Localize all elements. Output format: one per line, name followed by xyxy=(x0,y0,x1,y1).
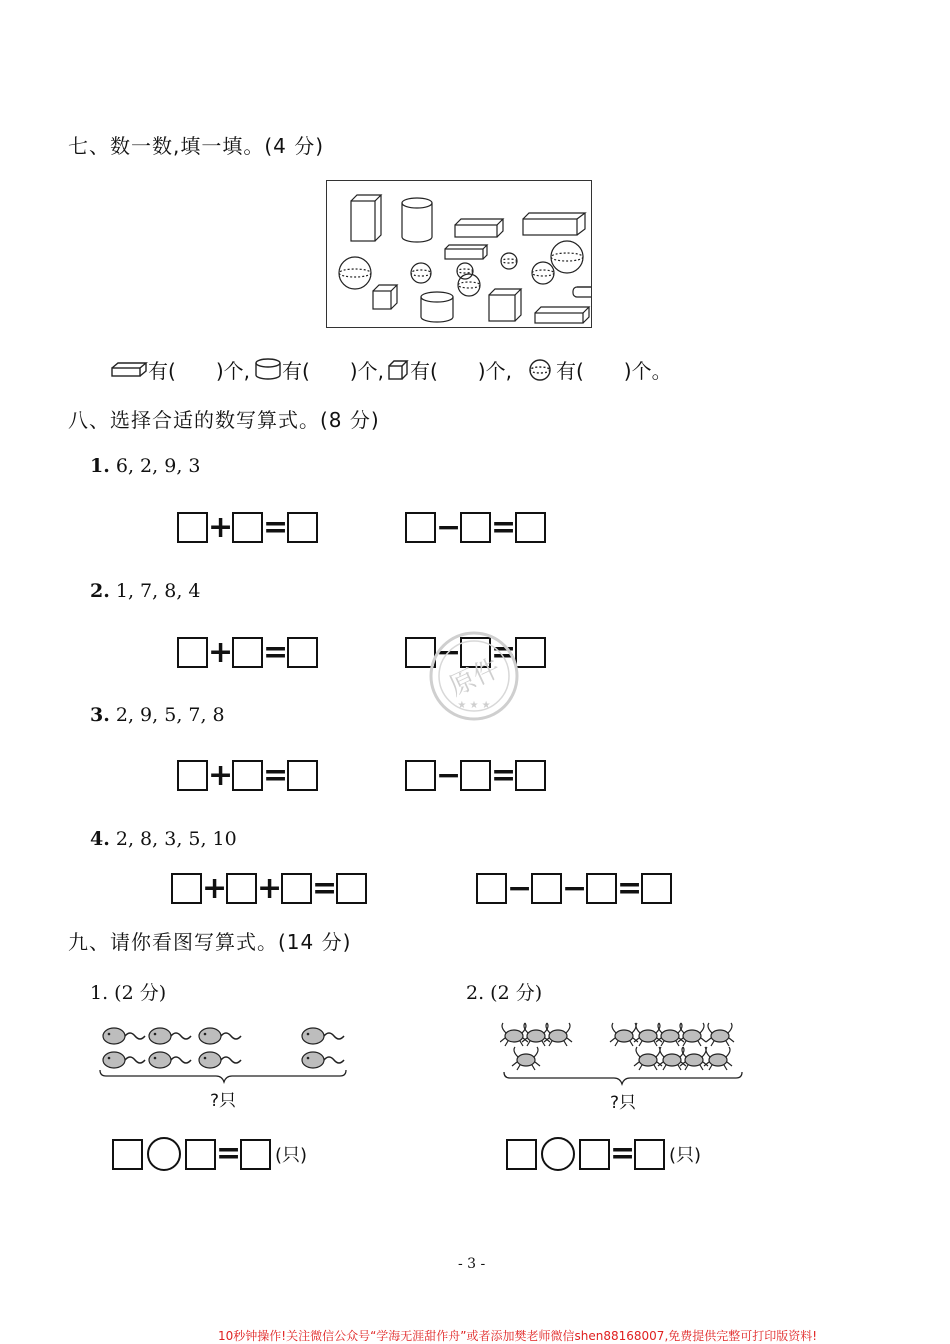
sphere-icon xyxy=(501,253,517,269)
equation-8-2-add xyxy=(177,634,318,670)
equals-sign: = xyxy=(610,1136,636,1171)
equation-8-4-add xyxy=(171,870,367,906)
section-9-title: 九、请你看图写算式。(14 分) xyxy=(68,930,352,954)
plus-sign: + xyxy=(208,509,234,545)
cuboid-icon xyxy=(445,245,487,259)
cylinder-icon xyxy=(254,357,282,383)
original-stamp xyxy=(428,630,520,722)
equals-sign: = xyxy=(263,634,289,670)
answer-box[interactable] xyxy=(579,1139,610,1170)
equation-8-3-sub xyxy=(405,757,546,793)
fill-text-1b: )个, xyxy=(215,359,250,383)
sphere-icon xyxy=(411,263,431,283)
answer-box[interactable] xyxy=(336,873,367,904)
page-number: - 3 - xyxy=(458,1256,486,1272)
equation-8-3-add xyxy=(177,757,318,793)
answer-box[interactable] xyxy=(405,760,436,791)
answer-box[interactable] xyxy=(232,760,263,791)
cuboid-icon xyxy=(535,307,589,323)
section-7-fill-line xyxy=(110,355,672,384)
question-8-2-numbers xyxy=(90,580,200,602)
answer-box[interactable] xyxy=(185,1139,216,1170)
equation-8-1-add xyxy=(177,509,318,545)
question-9-1-label: 1. (2 分) xyxy=(90,982,167,1004)
number-list: 2, 9, 5, 7, 8 xyxy=(115,704,225,726)
number-list: 6, 2, 9, 3 xyxy=(115,455,201,477)
cube-icon xyxy=(489,289,521,321)
answer-box[interactable] xyxy=(531,873,562,904)
cube-icon xyxy=(386,358,410,382)
footer-notice: 10秒钟操作!关注微信公众号“学海无涯甜作舟”或者添加樊老师微信shen88168007,免费提供完整可打印版资料! xyxy=(218,1329,818,1343)
sphere-icon xyxy=(339,257,371,289)
cylinder-icon xyxy=(402,198,432,242)
minus-sign: − xyxy=(562,870,588,906)
equals-sign: = xyxy=(617,870,643,906)
operator-circle[interactable] xyxy=(147,1137,181,1171)
operator-circle[interactable] xyxy=(541,1137,575,1171)
unit-label: (只) xyxy=(669,1145,702,1166)
plus-sign: + xyxy=(208,634,234,670)
question-9-1-total: ?只 xyxy=(210,1091,237,1111)
fill-text-4b: )个。 xyxy=(623,359,672,383)
number-list: 2, 8, 3, 5, 10 xyxy=(115,828,237,850)
answer-box[interactable] xyxy=(506,1139,537,1170)
answer-box[interactable] xyxy=(232,637,263,668)
question-number: 4. xyxy=(90,828,110,850)
question-number: 3. xyxy=(90,704,110,726)
equation-8-4-sub xyxy=(476,870,672,906)
answer-box[interactable] xyxy=(177,512,208,543)
equation-9-1 xyxy=(112,1137,307,1171)
plus-sign: + xyxy=(208,757,234,793)
answer-box[interactable] xyxy=(226,873,257,904)
minus-sign: − xyxy=(436,757,462,793)
minus-sign: − xyxy=(507,870,533,906)
answer-box[interactable] xyxy=(460,760,491,791)
answer-box[interactable] xyxy=(287,760,318,791)
fill-text-4a: 有( xyxy=(555,359,584,383)
question-8-1-numbers xyxy=(90,455,200,477)
svg-text:原件: 原件 xyxy=(444,653,505,703)
answer-box[interactable] xyxy=(641,873,672,904)
equals-sign: = xyxy=(491,634,517,670)
cuboid-icon xyxy=(351,195,381,241)
answer-box[interactable] xyxy=(232,512,263,543)
answer-box[interactable] xyxy=(405,512,436,543)
cylinder-icon xyxy=(573,287,591,297)
sphere-icon xyxy=(526,358,556,382)
question-9-2-total: ?只 xyxy=(610,1093,637,1113)
unit-label: (只) xyxy=(275,1145,308,1166)
question-8-3-numbers xyxy=(90,704,225,726)
answer-box[interactable] xyxy=(460,512,491,543)
answer-box[interactable] xyxy=(171,873,202,904)
answer-box[interactable] xyxy=(515,760,546,791)
equals-sign: = xyxy=(263,757,289,793)
cube-icon xyxy=(373,285,397,309)
cuboid-icon xyxy=(110,360,148,380)
answer-box[interactable] xyxy=(177,637,208,668)
number-list: 1, 7, 8, 4 xyxy=(115,580,201,602)
answer-box[interactable] xyxy=(586,873,617,904)
sphere-icon xyxy=(457,263,473,279)
equation-8-1-sub xyxy=(405,509,546,545)
answer-box[interactable] xyxy=(240,1139,271,1170)
question-number: 1. xyxy=(90,455,110,477)
cylinder-icon xyxy=(421,292,453,322)
fill-text-1a: 有( xyxy=(148,359,176,383)
answer-box[interactable] xyxy=(476,873,507,904)
answer-box[interactable] xyxy=(287,512,318,543)
cuboid-icon xyxy=(455,219,503,237)
minus-sign: − xyxy=(436,634,462,670)
section-7-title: 七、数一数,填一填。(4 分) xyxy=(68,134,325,158)
question-number: 2. xyxy=(90,580,110,602)
svg-text:★ ★ ★: ★ ★ ★ xyxy=(457,700,491,711)
answer-box[interactable] xyxy=(634,1139,665,1170)
shapes-illustration xyxy=(327,181,591,327)
question-9-2-label: 2. (2 分) xyxy=(466,982,543,1004)
equation-9-2 xyxy=(506,1137,701,1171)
cuboid-icon xyxy=(523,213,585,235)
equals-sign: = xyxy=(312,870,338,906)
shapes-picture xyxy=(326,180,592,328)
equals-sign: = xyxy=(491,509,517,545)
equals-sign: = xyxy=(491,757,517,793)
equals-sign: = xyxy=(216,1136,242,1171)
sphere-icon xyxy=(551,241,583,273)
answer-box[interactable] xyxy=(287,637,318,668)
fill-text-3b: )个, xyxy=(477,359,512,383)
answer-box[interactable] xyxy=(177,760,208,791)
equals-sign: = xyxy=(263,509,289,545)
section-8-title: 八、选择合适的数写算式。(8 分) xyxy=(68,408,380,432)
plus-sign: + xyxy=(202,870,228,906)
fill-text-2a: 有( xyxy=(281,359,310,383)
plus-sign: + xyxy=(257,870,283,906)
minus-sign: − xyxy=(436,509,462,545)
answer-box[interactable] xyxy=(515,512,546,543)
question-8-4-numbers xyxy=(90,828,237,850)
fill-text-2b: )个, xyxy=(349,359,384,383)
stamp-seal-icon xyxy=(428,630,520,722)
answer-box[interactable] xyxy=(112,1139,143,1170)
fill-text-3a: 有( xyxy=(409,359,438,383)
sphere-icon xyxy=(532,262,554,284)
answer-box[interactable] xyxy=(281,873,312,904)
